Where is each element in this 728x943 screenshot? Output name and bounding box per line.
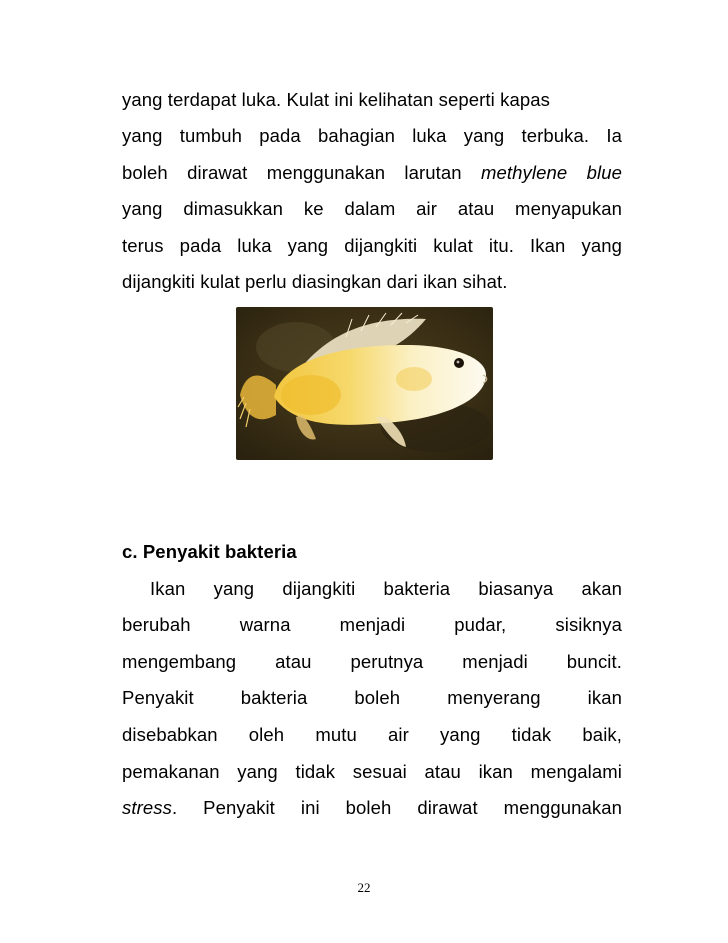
section-line4: Penyakit bakteria boleh menyerang ikan: [122, 687, 622, 708]
paragraph1-line1: yang terdapat luka. Kulat ini kelihatan seperti kapas: [122, 89, 550, 110]
section-line7-text: . Penyakit ini boleh dirawat menggunakan: [171, 797, 622, 818]
section-line1: Ikan yang dijangkiti bakteria biasanya akan: [150, 578, 622, 599]
page-number: 22: [357, 880, 371, 895]
section-line5: disebabkan oleh mutu air yang tidak baik,: [122, 724, 622, 745]
section-line2: berubah warna menjadi pudar, sisiknya: [122, 614, 622, 635]
diseased-fish-photo: [236, 307, 493, 460]
paragraph1-line6: dijangkiti kulat perlu diasingkan dari ikan sihat.: [122, 271, 508, 292]
paragraph1-line5: terus pada luka yang dijangkiti kulat itu. Ikan yang: [122, 235, 622, 256]
paragraph1-line2: yang tumbuh pada bahagian luka yang terbuka. Ia: [122, 125, 622, 146]
paragraph1-line3: [122, 161, 622, 185]
stress-term: stress: [122, 797, 172, 818]
paragraph1-line4: yang dimasukkan ke dalam air atau menyapukan: [122, 198, 622, 219]
fish-illustration: [236, 307, 493, 460]
section-line6: pemakanan yang tidak sesuai atau ikan mengalami: [122, 761, 622, 782]
methylene-blue-term: methylene blue: [481, 162, 622, 183]
section-line3: mengembang atau perutnya menjadi buncit.: [122, 651, 622, 672]
section-line7: [122, 796, 622, 820]
section-heading: c. Penyakit bakteria: [122, 541, 297, 562]
paragraph1-line3-text: boleh dirawat menggunakan larutan: [122, 162, 482, 183]
